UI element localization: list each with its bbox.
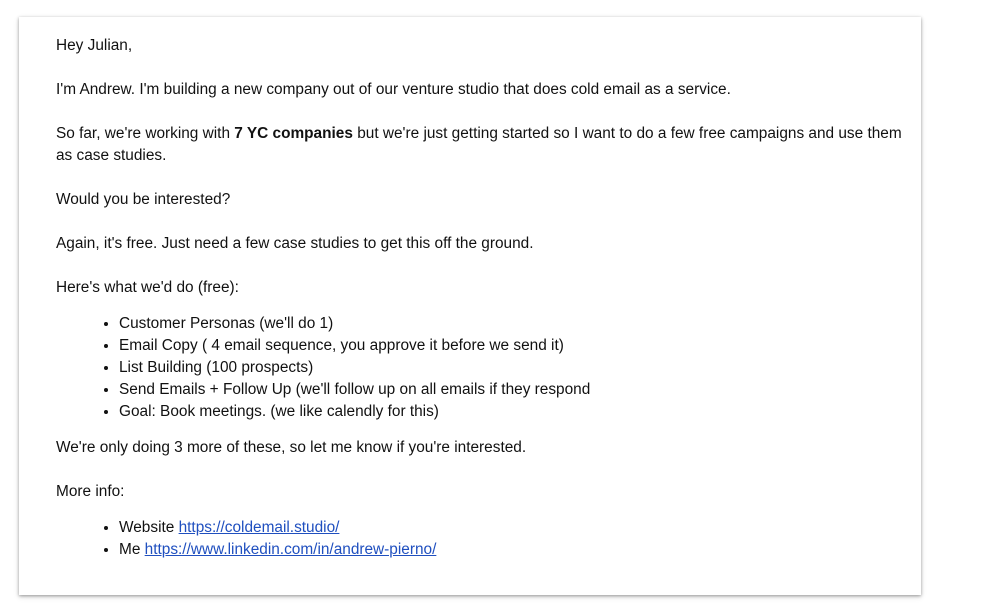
linkedin-link[interactable]: https://www.linkedin.com/in/andrew-pierno/ bbox=[144, 541, 437, 558]
links-list bbox=[56, 517, 906, 561]
email-progress-paragraph bbox=[56, 123, 906, 167]
website-label: Website bbox=[119, 519, 179, 536]
email-greeting: Hey Julian, bbox=[56, 37, 133, 54]
offer-list-item: • Goal: Book meetings. (we like calendly for this) bbox=[119, 401, 906, 423]
offer-heading: Here's what we'd do (free): bbox=[56, 279, 239, 296]
email-intro: I'm Andrew. I'm building a new company out of our venture studio that does cold email as a service. bbox=[56, 81, 731, 98]
website-link[interactable]: https://coldemail.studio/ bbox=[178, 519, 340, 536]
progress-text-bold: 7 YC companies bbox=[234, 125, 353, 142]
offer-list-item: • List Building (100 prospects) bbox=[119, 357, 906, 379]
email-card bbox=[19, 17, 921, 595]
offer-list bbox=[56, 313, 906, 423]
offer-list-item: • Customer Personas (we'll do 1) bbox=[119, 313, 906, 335]
linkedin-link-item bbox=[119, 539, 906, 561]
progress-text-before: So far, we're working with bbox=[56, 125, 235, 142]
email-reassure: Again, it's free. Just need a few case studies to get this off the ground. bbox=[56, 235, 534, 252]
email-question: Would you be interested? bbox=[56, 191, 231, 208]
email-scarcity: We're only doing 3 more of these, so let me know if you're interested. bbox=[56, 439, 527, 456]
progress-text-after: but we're just getting started so I want to do a few free campaigns and use them as case studies. bbox=[56, 125, 902, 164]
email-body bbox=[56, 35, 906, 575]
website-link-item bbox=[119, 517, 906, 539]
me-label: Me bbox=[119, 541, 145, 558]
offer-list-item: • Email Copy ( 4 email sequence, you approve it before we send it) bbox=[119, 335, 906, 357]
offer-list-item: • Send Emails + Follow Up (we'll follow up on all emails if they respond bbox=[119, 379, 906, 401]
more-info-heading: More info: bbox=[56, 483, 125, 500]
